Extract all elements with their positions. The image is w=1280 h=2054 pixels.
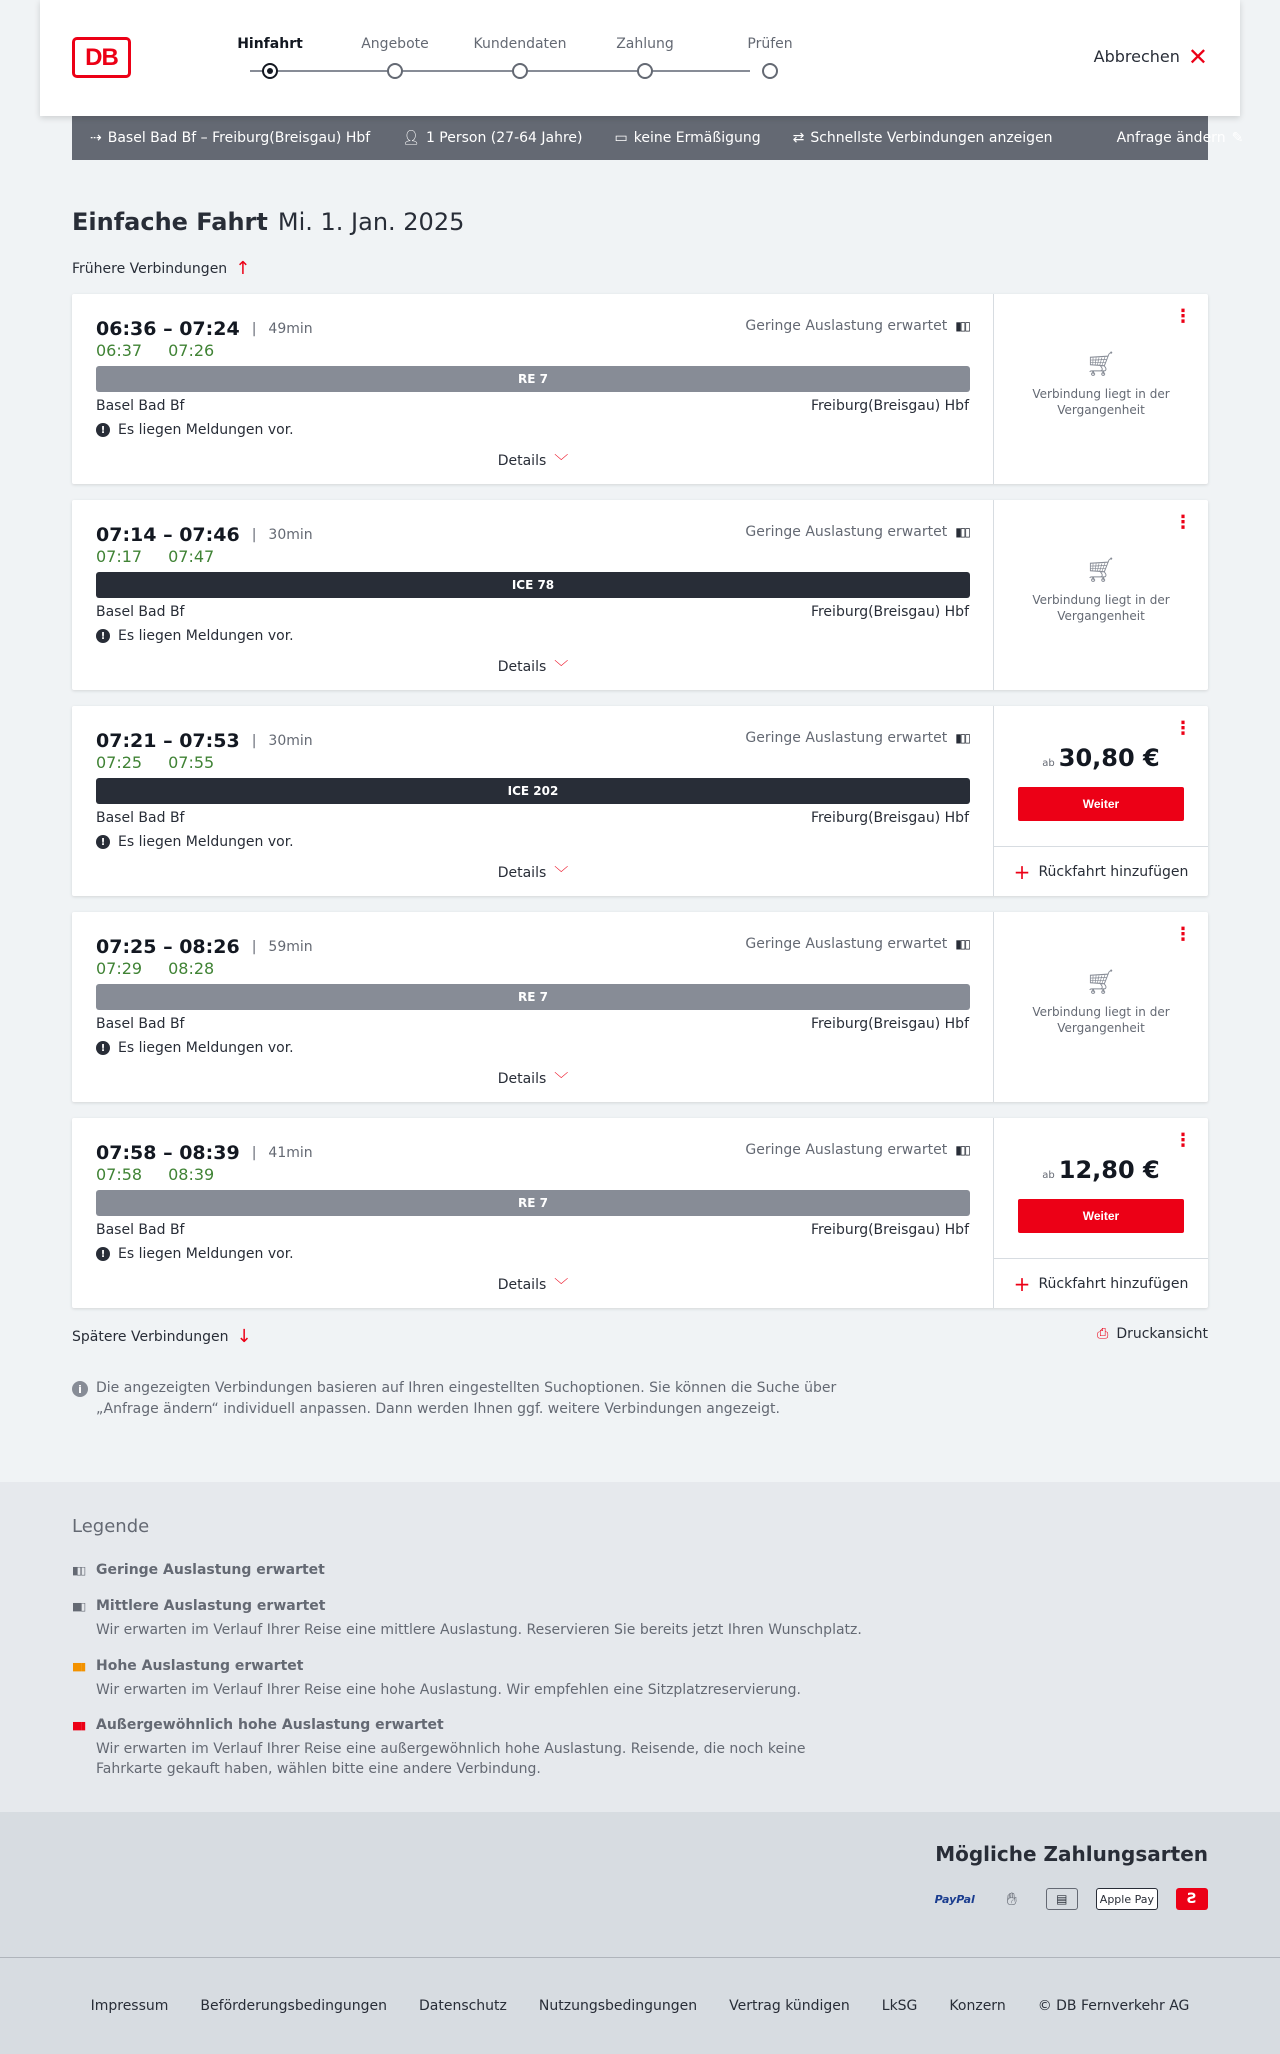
cart-unavailable-icon: 🛒︎ bbox=[1085, 556, 1117, 584]
departure-station: Basel Bad Bf bbox=[96, 810, 185, 826]
realtime-times bbox=[96, 959, 214, 978]
chevron-down-icon: ﹀ bbox=[554, 1072, 569, 1088]
notice-message bbox=[96, 1246, 294, 1262]
occupancy-low-icon: ▮▯▯ bbox=[955, 731, 969, 745]
payment-methods-section bbox=[0, 1812, 1280, 1957]
notice-text: Es liegen Meldungen vor. bbox=[118, 422, 294, 438]
connection-card bbox=[72, 912, 1208, 1102]
earlier-connections-link[interactable] bbox=[72, 258, 250, 279]
details-toggle[interactable] bbox=[72, 863, 994, 883]
departure-station: Basel Bad Bf bbox=[96, 604, 185, 620]
footer-link[interactable]: Impressum bbox=[90, 1998, 169, 2014]
realtime-arrival: 08:28 bbox=[168, 959, 215, 978]
payment-title: Mögliche Zahlungsarten bbox=[935, 1842, 1208, 1866]
legend-item-desc: Wir erwarten im Verlauf Ihrer Reise eine mittlere Auslastung. Reservieren Sie bereits jetzt Ihren Wunschplatz. bbox=[96, 1622, 862, 1638]
change-request-button[interactable] bbox=[1117, 130, 1244, 146]
step-dot bbox=[762, 63, 778, 79]
time-range: 07:21 – 07:53 bbox=[96, 730, 240, 752]
legend-item-title: Hohe Auslastung erwartet bbox=[96, 1658, 304, 1674]
occupancy-info bbox=[745, 1142, 969, 1158]
legend-item-very-high bbox=[72, 1717, 876, 1779]
legend-item-high bbox=[72, 1658, 876, 1700]
past-connection-note bbox=[994, 350, 1208, 418]
more-options-icon[interactable]: ⋮ bbox=[1174, 306, 1192, 327]
arrival-station: Freiburg(Breisgau) Hbf bbox=[810, 604, 969, 620]
duration: 30min bbox=[268, 733, 313, 749]
occupancy-info bbox=[745, 730, 969, 746]
past-text: Verbindung liegt in der Vergangenheit bbox=[1032, 593, 1170, 623]
scheduled-times bbox=[96, 318, 313, 340]
arrow-down-icon: ↓ bbox=[236, 1326, 252, 1347]
occupancy-low-icon: ▮▯▯ bbox=[955, 319, 969, 333]
more-options-icon[interactable]: ⋮ bbox=[1174, 512, 1192, 533]
legend-item-low bbox=[72, 1562, 325, 1578]
legend-item-title: Außergewöhnlich hohe Auslastung erwartet bbox=[96, 1717, 444, 1733]
apple-pay-icon: Apple Pay bbox=[1096, 1888, 1158, 1910]
search-info-note bbox=[72, 1378, 852, 1420]
realtime-departure: 07:25 bbox=[96, 753, 143, 772]
realtime-departure: 07:17 bbox=[96, 547, 143, 566]
realtime-times bbox=[96, 547, 214, 566]
occupancy-low-icon: ▮▯▯ bbox=[955, 525, 969, 539]
duration: 49min bbox=[268, 321, 313, 337]
fastest-label: Schnellste Verbindungen anzeigen bbox=[810, 130, 1053, 146]
price bbox=[994, 744, 1208, 772]
offer-panel bbox=[994, 912, 1208, 1102]
details-label: Details bbox=[497, 865, 547, 881]
connection-details bbox=[72, 1118, 994, 1308]
scheduled-times bbox=[96, 730, 313, 752]
legend-title: Legende bbox=[72, 1516, 150, 1537]
realtime-departure: 07:58 bbox=[96, 1165, 143, 1184]
notice-message bbox=[96, 1040, 294, 1056]
chevron-down-icon: ﹀ bbox=[554, 1278, 569, 1294]
connection-card bbox=[72, 1118, 1208, 1308]
connection-details bbox=[72, 294, 994, 484]
time-range: 07:25 – 08:26 bbox=[96, 936, 240, 958]
filter-icon: ⇄ bbox=[792, 130, 805, 146]
arrival-station: Freiburg(Breisgau) Hbf bbox=[810, 1222, 969, 1238]
notice-text: Es liegen Meldungen vor. bbox=[118, 1040, 294, 1056]
legend-item-title: Mittlere Auslastung erwartet bbox=[96, 1598, 326, 1614]
legend-item-title: Geringe Auslastung erwartet bbox=[96, 1562, 325, 1578]
continue-button[interactable]: Weiter bbox=[1018, 1199, 1184, 1233]
db-voucher-icon: Ƨ bbox=[1176, 1888, 1208, 1910]
step-dot bbox=[637, 63, 653, 79]
details-label: Details bbox=[497, 659, 547, 675]
step-label: Kundendaten bbox=[473, 36, 567, 52]
price-value: 12,80 € bbox=[1058, 1156, 1160, 1184]
route-label: Basel Bad Bf – Freiburg(Breisgau) Hbf bbox=[107, 130, 371, 146]
details-label: Details bbox=[497, 1071, 547, 1087]
route-summary bbox=[90, 130, 370, 146]
divider: | bbox=[251, 527, 257, 543]
alert-icon: ! bbox=[96, 835, 110, 849]
price-prefix: ab bbox=[1042, 1170, 1055, 1181]
db-logo[interactable]: DB bbox=[72, 37, 131, 78]
contactless-card-icon: ✋︎ bbox=[1006, 1888, 1017, 1910]
offer-panel bbox=[994, 1118, 1208, 1308]
offer-panel bbox=[994, 294, 1208, 484]
arrow-right-icon: ⇢ bbox=[90, 130, 102, 146]
printer-icon: ⎙ bbox=[1097, 1326, 1109, 1342]
realtime-arrival: 07:55 bbox=[168, 753, 215, 772]
occupancy-medium-icon: ▮▮▯ bbox=[72, 1599, 85, 1613]
earlier-label: Frühere Verbindungen bbox=[72, 260, 228, 277]
scheduled-times bbox=[96, 524, 313, 546]
occupancy-info bbox=[745, 936, 969, 952]
notice-text: Es liegen Meldungen vor. bbox=[118, 1246, 294, 1262]
details-toggle[interactable] bbox=[72, 657, 994, 677]
legend-section bbox=[0, 1482, 1280, 1812]
step-label: Hinfahrt bbox=[237, 36, 303, 52]
train-bar[interactable]: ICE 202 bbox=[96, 778, 970, 804]
duration: 30min bbox=[268, 527, 313, 543]
train-bar[interactable]: RE 7 bbox=[96, 1190, 970, 1216]
alert-icon: ! bbox=[96, 1247, 110, 1261]
details-label: Details bbox=[497, 1277, 547, 1293]
chevron-down-icon: ﹀ bbox=[554, 454, 569, 470]
plus-icon: + bbox=[1013, 1271, 1031, 1296]
occupancy-low-icon: ▮▯▯ bbox=[955, 937, 969, 951]
notice-text: Es liegen Meldungen vor. bbox=[118, 834, 294, 850]
connection-card bbox=[72, 500, 1208, 690]
realtime-times bbox=[96, 753, 214, 772]
paypal-icon: PayPal bbox=[934, 1892, 975, 1906]
return-label: Rückfahrt hinzufügen bbox=[1038, 1275, 1189, 1292]
realtime-times bbox=[96, 341, 214, 360]
arrival-station: Freiburg(Breisgau) Hbf bbox=[810, 810, 969, 826]
more-options-icon[interactable]: ⋮ bbox=[1174, 924, 1192, 945]
realtime-times bbox=[96, 1165, 214, 1184]
close-icon: ✕ bbox=[1187, 42, 1208, 71]
sepa-icon: ▤ bbox=[1046, 1888, 1078, 1910]
alert-icon: ! bbox=[96, 423, 110, 437]
pencil-icon: ✎ bbox=[1231, 130, 1244, 146]
divider: | bbox=[251, 939, 257, 955]
footer-link[interactable]: Nutzungsbedingungen bbox=[538, 1998, 698, 2014]
connection-card bbox=[72, 294, 1208, 484]
add-return-trip-button[interactable] bbox=[994, 846, 1208, 896]
realtime-arrival: 08:39 bbox=[168, 1165, 215, 1184]
train-bar[interactable]: ICE 78 bbox=[96, 572, 970, 598]
return-label: Rückfahrt hinzufügen bbox=[1038, 863, 1189, 880]
cancel-button[interactable] bbox=[1093, 42, 1208, 71]
trip-date: Mi. 1. Jan. 2025 bbox=[277, 208, 465, 236]
notice-text: Es liegen Meldungen vor. bbox=[118, 628, 294, 644]
time-range: 07:58 – 08:39 bbox=[96, 1142, 240, 1164]
trip-type: Einfache Fahrt bbox=[72, 208, 268, 236]
passenger-summary bbox=[402, 130, 582, 146]
footer-link[interactable]: Konzern bbox=[949, 1998, 1006, 2014]
search-summary-bar bbox=[72, 116, 1244, 160]
change-request-label: Anfrage ändern bbox=[1116, 130, 1226, 146]
duration: 41min bbox=[268, 1145, 313, 1161]
scheduled-times bbox=[96, 1142, 313, 1164]
details-label: Details bbox=[497, 453, 547, 469]
more-options-icon[interactable]: ⋮ bbox=[1174, 1130, 1192, 1151]
occupancy-very-high-icon: ▮▮▮ bbox=[72, 1718, 85, 1732]
step-dot bbox=[387, 63, 403, 79]
footer-link[interactable]: Datenschutz bbox=[418, 1998, 507, 2014]
footer-link[interactable]: Beförderungsbedingungen bbox=[200, 1998, 387, 2014]
chevron-down-icon: ﹀ bbox=[554, 866, 569, 882]
passenger-label: 1 Person (27-64 Jahre) bbox=[425, 130, 583, 146]
occupancy-info bbox=[745, 524, 969, 540]
chevron-down-icon: ﹀ bbox=[554, 660, 569, 676]
cart-unavailable-icon: 🛒︎ bbox=[1085, 968, 1117, 996]
connection-details bbox=[72, 912, 994, 1102]
departure-station: Basel Bad Bf bbox=[96, 1222, 185, 1238]
notice-message bbox=[96, 422, 294, 438]
realtime-departure: 06:37 bbox=[96, 341, 143, 360]
print-view-link[interactable] bbox=[1097, 1326, 1208, 1342]
connection-details bbox=[72, 706, 994, 896]
details-toggle[interactable] bbox=[72, 451, 994, 471]
notice-message bbox=[96, 834, 294, 850]
time-range: 06:36 – 07:24 bbox=[96, 318, 240, 340]
discount-summary bbox=[615, 130, 761, 146]
progress-line bbox=[250, 70, 750, 72]
departure-station: Basel Bad Bf bbox=[96, 1016, 185, 1032]
departure-station: Basel Bad Bf bbox=[96, 398, 185, 414]
divider: | bbox=[251, 321, 257, 337]
footer bbox=[0, 1957, 1280, 2054]
occupancy-label: Geringe Auslastung erwartet bbox=[745, 730, 948, 746]
info-text: Die angezeigten Verbindungen basieren auf Ihren eingestellten Suchoptionen. Sie können die Suche über „Anfrage ändern“ individuell anpassen. Dann werden Ihnen ggf. weitere Verbindungen angezeigt. bbox=[96, 1380, 837, 1417]
legend-item-medium bbox=[72, 1598, 876, 1640]
connection-card bbox=[72, 706, 1208, 896]
add-return-trip-button[interactable] bbox=[994, 1258, 1208, 1308]
offer-panel bbox=[994, 706, 1208, 896]
occupancy-high-icon: ▮▮▮ bbox=[72, 1659, 85, 1673]
details-toggle[interactable] bbox=[72, 1275, 994, 1295]
arrow-up-icon: ↑ bbox=[235, 258, 251, 279]
occupancy-label: Geringe Auslastung erwartet bbox=[745, 318, 948, 334]
footer-link[interactable]: Vertrag kündigen bbox=[729, 1998, 850, 2014]
continue-button[interactable]: Weiter bbox=[1018, 787, 1184, 821]
cancel-label: Abbrechen bbox=[1093, 47, 1180, 66]
legend-item-desc: Wir erwarten im Verlauf Ihrer Reise eine außergewöhnlich hohe Auslastung. Reisende, die noch keine Fahrkarte gekauft haben, wählen bitte eine andere Verbindung. bbox=[96, 1741, 806, 1777]
arrival-station: Freiburg(Breisgau) Hbf bbox=[810, 398, 969, 414]
time-range: 07:14 – 07:46 bbox=[96, 524, 240, 546]
alert-icon: ! bbox=[96, 629, 110, 643]
divider: | bbox=[251, 733, 257, 749]
past-connection-note bbox=[994, 968, 1208, 1036]
occupancy-label: Geringe Auslastung erwartet bbox=[745, 524, 948, 540]
info-icon: i bbox=[72, 1381, 88, 1397]
past-connection-note bbox=[994, 556, 1208, 624]
price-value: 30,80 € bbox=[1058, 744, 1160, 772]
person-icon: 👤︎ bbox=[402, 130, 420, 146]
progress-steps bbox=[210, 0, 793, 116]
later-label: Spätere Verbindungen bbox=[72, 1328, 229, 1345]
scheduled-times bbox=[96, 936, 313, 958]
footer-link: © DB Fernverkehr AG bbox=[1037, 1998, 1190, 2014]
realtime-departure: 07:29 bbox=[96, 959, 143, 978]
step-dot bbox=[262, 63, 278, 79]
price bbox=[994, 1156, 1208, 1184]
step-label: Zahlung bbox=[616, 36, 674, 52]
connection-details bbox=[72, 500, 994, 690]
occupancy-low-icon: ▮▯▯ bbox=[72, 1563, 85, 1577]
bahncard-icon: ▭ bbox=[614, 130, 628, 146]
realtime-arrival: 07:47 bbox=[168, 547, 215, 566]
occupancy-low-icon: ▮▯▯ bbox=[955, 1143, 969, 1157]
plus-icon: + bbox=[1013, 859, 1031, 884]
later-connections-link[interactable] bbox=[72, 1326, 252, 1347]
more-options-icon[interactable]: ⋮ bbox=[1174, 718, 1192, 739]
header bbox=[40, 0, 1240, 116]
footer-link[interactable]: LkSG bbox=[881, 1998, 918, 2014]
alert-icon: ! bbox=[96, 1041, 110, 1055]
occupancy-label: Geringe Auslastung erwartet bbox=[745, 936, 948, 952]
notice-message bbox=[96, 628, 294, 644]
step-label: Prüfen bbox=[747, 36, 793, 52]
discount-label: keine Ermäßigung bbox=[633, 130, 761, 146]
train-bar[interactable]: RE 7 bbox=[96, 366, 970, 392]
page-title bbox=[72, 208, 464, 236]
step-label: Angebote bbox=[361, 36, 429, 52]
train-bar[interactable]: RE 7 bbox=[96, 984, 970, 1010]
realtime-arrival: 07:26 bbox=[168, 341, 215, 360]
arrival-station: Freiburg(Breisgau) Hbf bbox=[810, 1016, 969, 1032]
cart-unavailable-icon: 🛒︎ bbox=[1085, 350, 1117, 378]
divider: | bbox=[251, 1145, 257, 1161]
occupancy-info bbox=[745, 318, 969, 334]
past-text: Verbindung liegt in der Vergangenheit bbox=[1032, 387, 1170, 417]
print-label: Druckansicht bbox=[1116, 1326, 1208, 1342]
price-prefix: ab bbox=[1042, 758, 1055, 769]
past-text: Verbindung liegt in der Vergangenheit bbox=[1032, 1005, 1170, 1035]
occupancy-label: Geringe Auslastung erwartet bbox=[745, 1142, 948, 1158]
offer-panel bbox=[994, 500, 1208, 690]
fastest-toggle[interactable] bbox=[793, 130, 1053, 146]
legend-item-desc: Wir erwarten im Verlauf Ihrer Reise eine hohe Auslastung. Wir empfehlen eine Sitzplatzreservierung. bbox=[96, 1682, 801, 1698]
step-dot bbox=[512, 63, 528, 79]
duration: 59min bbox=[268, 939, 313, 955]
details-toggle[interactable] bbox=[72, 1069, 994, 1089]
